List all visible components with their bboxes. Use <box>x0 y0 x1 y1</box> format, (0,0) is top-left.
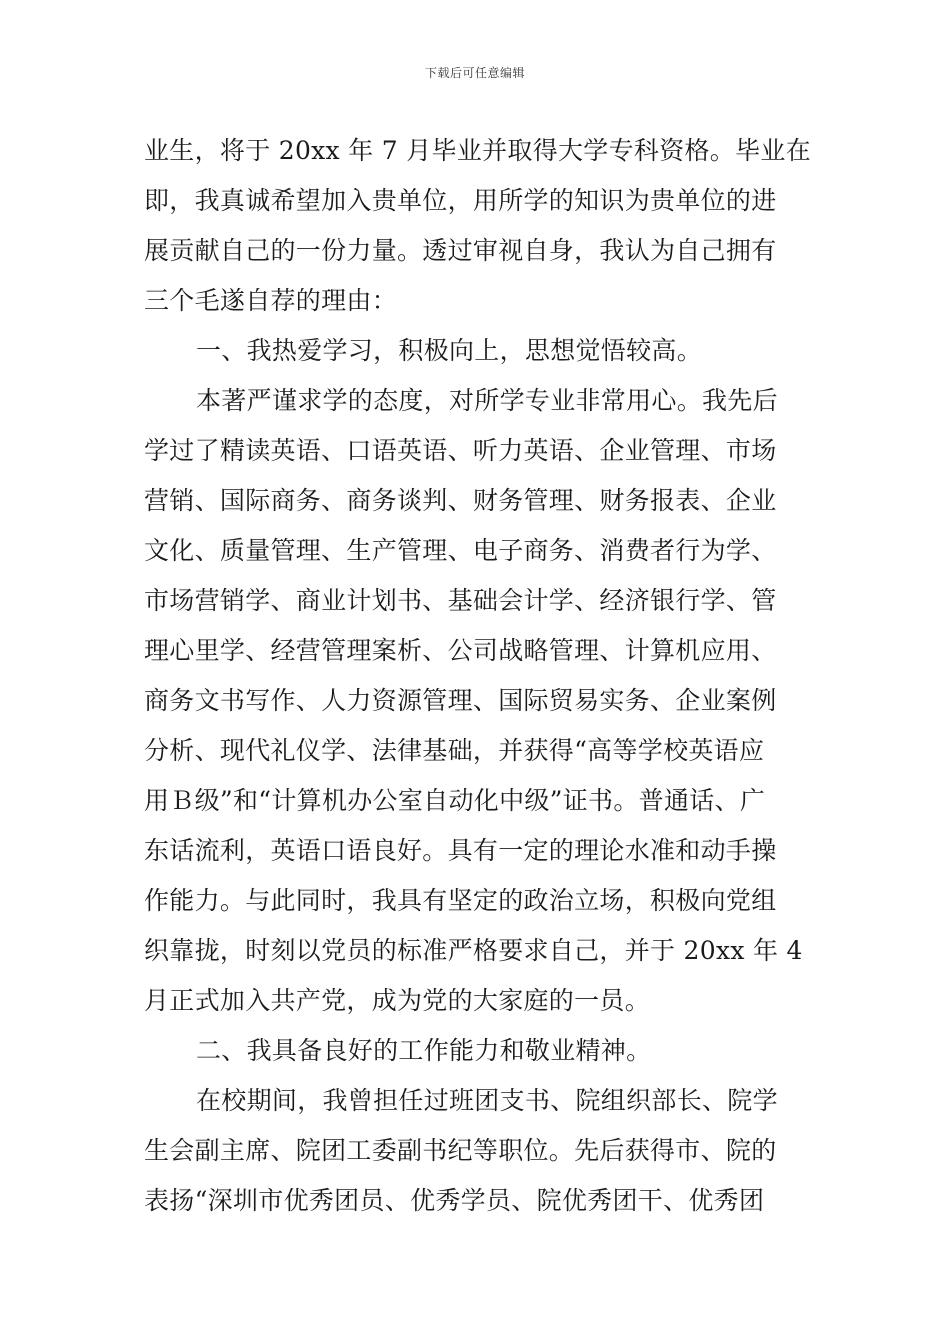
text-line: 营销、国际商务、商务谈判、财务管理、财务报表、企业 <box>144 486 777 515</box>
text-line: 业生，将于 20xx 年 7 月毕业并取得大学专科资格。毕业在 <box>144 136 812 165</box>
text-line: 作能力。与此同时，我具有坚定的政治立场，积极向党组 <box>144 886 777 915</box>
text-line: 在校期间，我曾担任过班团支书、院组织部长、院学 <box>196 1086 778 1115</box>
text-line: 文化、质量管理、生产管理、电子商务、消费者行为学、 <box>144 536 777 565</box>
text-line: 展贡献自己的一份力量。透过审视自身，我认为自己拥有 <box>144 236 777 265</box>
document-body <box>144 126 812 1226</box>
text-line: 本著严谨求学的态度，对所学专业非常用心。我先后 <box>196 386 778 415</box>
text-line: 二、我具备良好的工作能力和敬业精神。 <box>196 1036 652 1065</box>
text-line: 表扬“深圳市优秀团员、优秀学员、院优秀团干、优秀团 <box>144 1186 765 1215</box>
text-line: 即，我真诚希望加入贵单位，用所学的知识为贵单位的进 <box>144 186 777 215</box>
text-line: 学过了精读英语、口语英语、听力英语、企业管理、市场 <box>144 436 777 465</box>
text-line: 分析、现代礼仪学、法律基础，并获得“高等学校英语应 <box>144 736 765 765</box>
text-line: 东话流利，英语口语良好。具有一定的理论水准和动手操 <box>144 836 777 865</box>
page-header: 下载后可任意编辑 <box>424 66 525 80</box>
text-line: 织靠拢，时刻以党员的标准严格要求自己，并于 20xx 年 4 <box>144 936 803 965</box>
text-line: 三个毛遂自荐的理由： <box>144 286 398 315</box>
text-line: 月正式加入共产党，成为党的大家庭的一员。 <box>144 986 651 1015</box>
text-line: 用Ｂ级”和“计算机办公室自动化中级”证书。普通话、广 <box>144 786 766 815</box>
text-line: 市场营销学、商业计划书、基础会计学、经济银行学、管 <box>144 586 777 615</box>
text-line: 生会副主席、院团工委副书纪等职位。先后获得市、院的 <box>144 1136 777 1165</box>
text-line: 商务文书写作、人力资源管理、国际贸易实务、企业案例 <box>144 686 777 715</box>
text-line: 理心里学、经营管理案析、公司战略管理、计算机应用、 <box>144 636 777 665</box>
text-line: 一、我热爱学习，积极向上，思想觉悟较高。 <box>196 336 703 365</box>
